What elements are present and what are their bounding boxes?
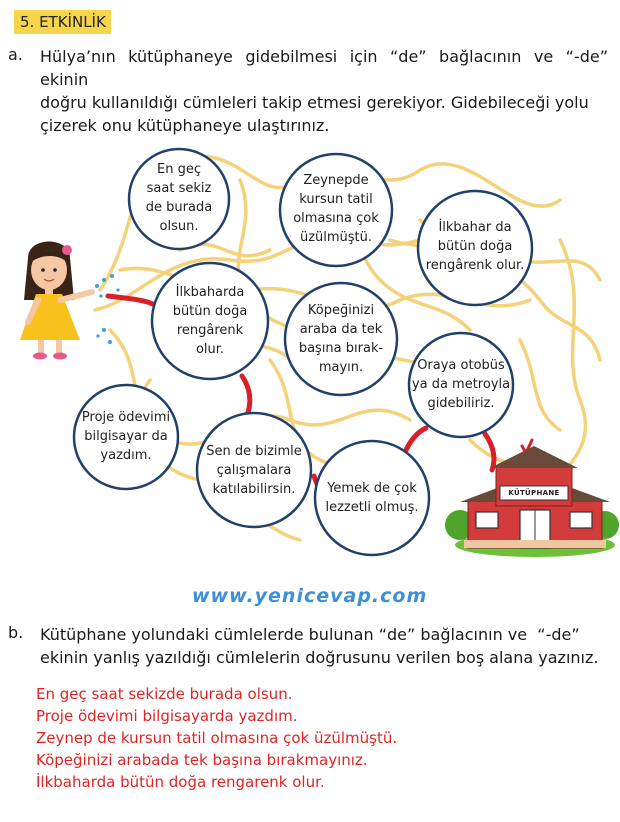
- bubble-line: bütün doğa: [172, 304, 248, 319]
- library-sign: KÜTÜPHANE: [508, 489, 560, 497]
- question-b-letter: b.: [8, 623, 24, 642]
- question-a-line: çizerek onu kütüphaneye ulaştırınız.: [40, 116, 330, 135]
- bubble-line: Köpeğinizi: [307, 303, 375, 318]
- bubble-line: katılabilirsin.: [212, 482, 296, 497]
- question-b-line: Kütüphane yolundaki cümlelerde bulunan “de” bağlacının ve “-de”: [40, 625, 580, 644]
- bubble-line: saat sekiz: [146, 181, 212, 196]
- bubble-line: Zeynepde: [303, 173, 369, 188]
- bubble-line: İlkbahar da: [438, 220, 512, 235]
- bubble-line: çalışmalara: [216, 463, 292, 478]
- bubble-line: bütün doğa: [437, 239, 513, 254]
- bubble-line: mayın.: [318, 360, 364, 375]
- question-a-line: doğru kullanıldığı cümleleri takip etmesi gerekiyor. Gidebileceği yolu: [40, 93, 589, 112]
- activity-label: 5. ETKİNLİK: [14, 10, 111, 34]
- answer-line: İlkbaharda bütün doğa rengarenk olur.: [36, 773, 325, 791]
- bubble-line: Sen de bizimle: [206, 444, 302, 459]
- bubble-text-7: [76, 408, 176, 465]
- question-b-line: ekinin yanlış yazıldığı cümlelerin doğrusunu verilen boş alana yazınız.: [40, 648, 599, 667]
- bubble-line: ya da metroyla: [411, 377, 511, 392]
- answer-line: Proje ödevimi bilgisayarda yazdım.: [36, 707, 298, 725]
- bubble-text-6: [411, 356, 511, 413]
- bubble-line: olsun.: [159, 219, 199, 234]
- answer-line: En geç saat sekizde burada olsun.: [36, 685, 293, 703]
- bubble-line: olur.: [195, 342, 225, 357]
- girl-illustration: [20, 242, 92, 360]
- bubble-text-3: [421, 218, 529, 275]
- bubble-line: Proje ödevimi: [81, 410, 171, 425]
- bubble-line: lezzetli olmuş.: [325, 500, 419, 515]
- question-a-letter: a.: [8, 45, 23, 64]
- bubble-line: de burada: [145, 200, 213, 215]
- bubble-line: yazdım.: [100, 448, 152, 463]
- bubble-line: kursun tatil: [299, 192, 373, 207]
- bubble-line: Yemek de çok: [327, 481, 417, 496]
- question-b-text: [40, 623, 608, 669]
- bubble-line: İlkbaharda: [175, 285, 245, 300]
- bubble-text-5: [289, 301, 393, 377]
- bubble-line: üzülmüştü.: [299, 230, 373, 245]
- bubble-line: En geç: [157, 162, 201, 177]
- bubble-text-8: [199, 442, 309, 499]
- bubble-line: rengârenk: [176, 323, 244, 338]
- bubble-line: olmasına çok: [293, 211, 379, 226]
- bubble-text-9: [320, 479, 424, 517]
- answer-line: Zeynep de kursun tatil olmasına çok üzülmüştü.: [36, 729, 398, 747]
- watermark: www.yenicevap.com: [192, 585, 428, 607]
- library-illustration: [445, 446, 619, 557]
- bubble-line: Oraya otobüs: [417, 358, 505, 373]
- answer-line: Köpeğinizi arabada tek başına bırakmayınız.: [36, 751, 368, 769]
- bubble-line: gidebiliriz.: [427, 396, 495, 411]
- answer-list: [36, 683, 397, 793]
- bubble-line: araba da tek: [299, 322, 383, 337]
- bubble-text-1: [131, 160, 227, 236]
- bubble-line: rengârenk olur.: [425, 258, 525, 273]
- bubble-line: bilgisayar da: [84, 429, 168, 444]
- bubble-line: başına bırak-: [298, 341, 384, 356]
- bubble-text-2: [284, 171, 388, 247]
- question-a-line: Hülya’nın kütüphaneye gidebilmesi için “de” bağlacının ve “-de” ekinin: [40, 47, 608, 89]
- path-segment: [406, 428, 426, 450]
- bubble-text-4: [158, 283, 262, 359]
